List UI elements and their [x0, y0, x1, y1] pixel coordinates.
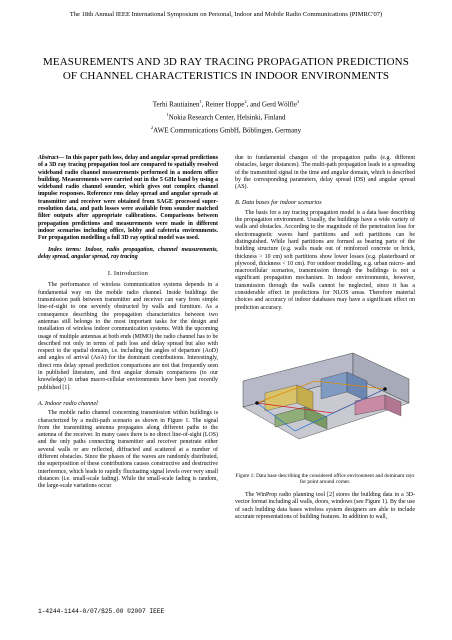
section-heading-introduction: I. Introduction — [107, 270, 149, 278]
paper-title: MEASUREMENTS AND 3D RAY TRACING PROPAGATION PREDICTIONS OF CHANNEL CHARACTERISTICS IN INDOOR ENVIRONMENTS — [43, 56, 409, 82]
affiliation-2: $^2$AWE Communications GmbH, Böblingen, Germany — [150, 124, 302, 134]
transmitter-marker — [255, 401, 259, 405]
data-bases-paragraph: The basis for a ray tracing propagation model is a data base describing the propagation environment. Usually, the buildings have a wide variety of walls and obstacles. According to the magnitude of the penetration loss for electromagnetic waves hard partitions and soft partitions can be distinguished. While hard partitions are formed as bearing parts of the building structure (e.g. walls made out of reinforced concrete or brick, thickness > 10 cm) soft partitions show lower losses (e.g. plasterboard or plywood, thickness < 10 cm). For outdoor modelling, e.g. urban micro- and macrocellular scenarios, transmission through the buildings is not a significant propagation mechanism. In indoor environments, however, transmission through the walls cannot be neglected, since it has a considerable effect in predictions for NLOS areas. Therefore material choices and accuracy of indoor databases may have a significant effect on prediction accuracy. — [235, 209, 415, 311]
continued-paragraph: due to fundamental changes of the propagation paths (e.g. different obstacles, larger distances). The multi-path propagation leads to a spreading of the transmitted signal in the time and angular domain, which is described by the corresponding parameters, delay spread (DS) and angular spread (AS). — [235, 155, 415, 191]
abstract: Abstract— In this paper path loss, delay and angular spread predictions of a 3D ray tracing propagation tool are compared to spatially resolved wideband radio channel measurements performed in a modern office building. Measurements were carried out in the 5 GHz band by using a wideband radio channel sounder, which gives out complex channel impulse responses. Reference rms delay spread and angular spreads at transmitter and receiver were obtained from SAGE processed super-resolution data, and path losses were available from sounder matched filter outputs after appropriate calibrations. Comparisons between propagation predictions and measurements were made in different indoor scenarios including office, lobby and cafeteria environments. For propagation modelling a full 3D ray optical model was used. — [38, 155, 218, 242]
author-block — [40, 97, 412, 135]
affiliation-1: $^1$Nokia Research Center, Helsinki, Finland — [166, 111, 286, 122]
author-names: Terhi Rautiainen$^1$, Reiner Hoppe$^2$, and Gerd Wölfle$^2$ — [152, 99, 300, 109]
subsection-heading-indoor-radio-channel: A. Indoor radio channel — [38, 399, 98, 407]
winprop-paragraph: The WinProp radio planning tool [2] stores the building data in a 3D-vector format including all walls, doors, windows (see Figure 1). By the use of such building data bases wireless system designers are able to include accurate representations of building features. In addition to wall, — [235, 491, 415, 520]
indoor-channel-paragraph: The mobile radio channel concerning transmission within buildings is characterized by a multi-path scenario as shown in Figure 1. The signal from the transmitting antenna propagates along different paths to the antenna of the receiver. In many cases there is no direct line-of-sight (LOS) and the only paths connecting transmitter and receiver penetrate either several walls or are reflected, diffracted and scattered at a number of different obstacles. Since the phases of the waves are randomly distributed, the superposition of these contributions causes constructive and destructive interference, which leads to rapidly fluctuating signal levels over very small distances (i.e. small-scale fading). While the small-scale fading is random, the large-scale variations occur — [38, 410, 218, 490]
receiver-marker — [383, 387, 387, 391]
figure-1-building-database — [235, 319, 415, 469]
subsection-heading-data-bases: B. Data bases for indoor scenarios — [235, 199, 322, 207]
right-column — [235, 155, 415, 521]
left-column — [38, 155, 218, 490]
intro-paragraph: The performance of wireless communication systems depends in a fundamental way on the mobile radio channel. Inside buildings the transmission path between transmitter and receiver can vary from simple line-of-sight to one severely obstructed by walls and furniture. As a consequence describing the propagation characteristics between two antennas still belongs to the most important tasks for the design and installation of wireless indoor communication systems. With the upcoming usage of multiple antennas at both ends (MIMO) the radio channel has to be described not only in terms of path loss and delay spread but also with respect to the spatial domain, i.e. including the angles of departure (AoD) and angles of arrival (AoA) for the dominant contributions. Interestingly, direct rms delay spread prediction comparisons are not that frequently seen in published literature, and first angular domain comparisons (to our knowledge) in urban macro-cellular environments have been just recently published [1]. — [38, 282, 218, 391]
building-3d-render — [235, 319, 415, 469]
running-head: The 18th Annual IEEE International Symposium on Personal, Indoor and Mobile Radio Communications (PIMRC'07) — [69, 11, 383, 18]
copyright-footer: 1-4244-1144-0/07/$25.00 ©2007 IEEE — [38, 608, 165, 615]
figure-1-caption: Figure 1: Data base describing the considered office environment and dominant rays for point around corner. — [235, 472, 415, 486]
index-terms: Index terms: Indoor, radio propagation, channel measurements, delay spread, angular spread, ray tracing — [38, 246, 218, 260]
